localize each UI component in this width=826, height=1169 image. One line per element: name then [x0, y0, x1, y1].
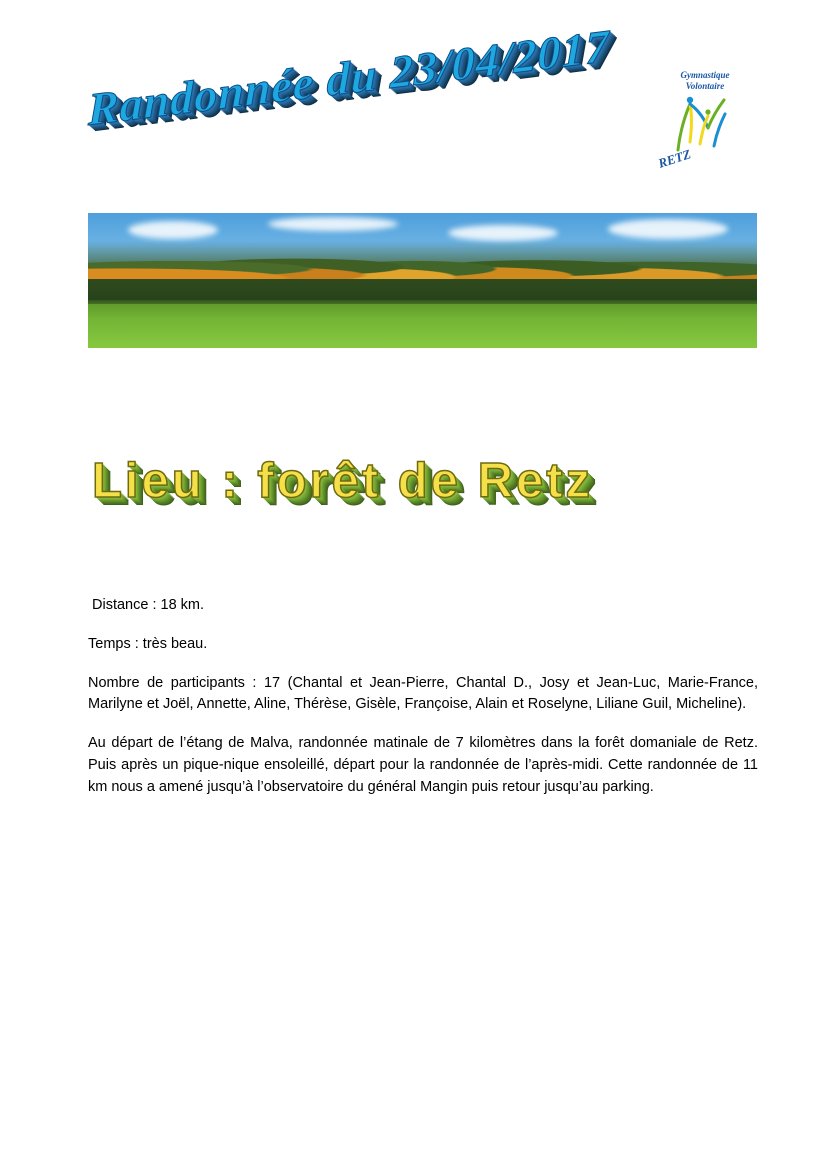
photo-cloud — [128, 221, 218, 239]
gv-figure-icon — [670, 92, 730, 154]
forest-meadow-photo — [88, 213, 757, 348]
photo-cloud — [608, 219, 728, 239]
club-logo — [650, 68, 746, 173]
photo-meadow — [88, 304, 757, 348]
logo-bottom-text: RETZ — [656, 146, 693, 171]
paragraph-participants: Nombre de participants : 17 (Chantal et Jean-Pierre, Chantal D., Josy et Jean-Luc, Marie-France, Marilyne et Joël, Annette, Aline, Thérèse, Gisèle, Françoise, Alain et Roselyne, Liliane Guil, Micheline). — [88, 674, 758, 713]
logo-line-1: Gymnastique — [680, 70, 730, 80]
photo-cloud — [448, 225, 558, 241]
logo-caption — [664, 70, 746, 93]
document-subtitle — [92, 455, 772, 535]
photo-cloud — [268, 217, 398, 231]
subtitle-wordart: Lieu : forêt de Retz — [92, 454, 594, 508]
document-title — [88, 19, 610, 156]
paragraph-weather: Temps : très beau. — [88, 635, 208, 652]
title-wordart: Randonnée du 23/04/2017 — [88, 19, 610, 135]
logo-line-2: Volontaire — [685, 81, 725, 92]
document-body — [88, 595, 758, 798]
paragraph-report: Au départ de l’étang de Malva, randonnée matinale de 7 kilomètres dans la forêt domaniale de Retz. Puis après un pique-nique ensoleillé, départ pour la randonnée de l’après-midi. Cette randonnée de 11 km nous a amené jusqu’à l’observatoire du général Mangin puis retour jusqu’au parking. — [88, 735, 758, 795]
paragraph-distance: Distance : 18 km. — [92, 597, 205, 613]
